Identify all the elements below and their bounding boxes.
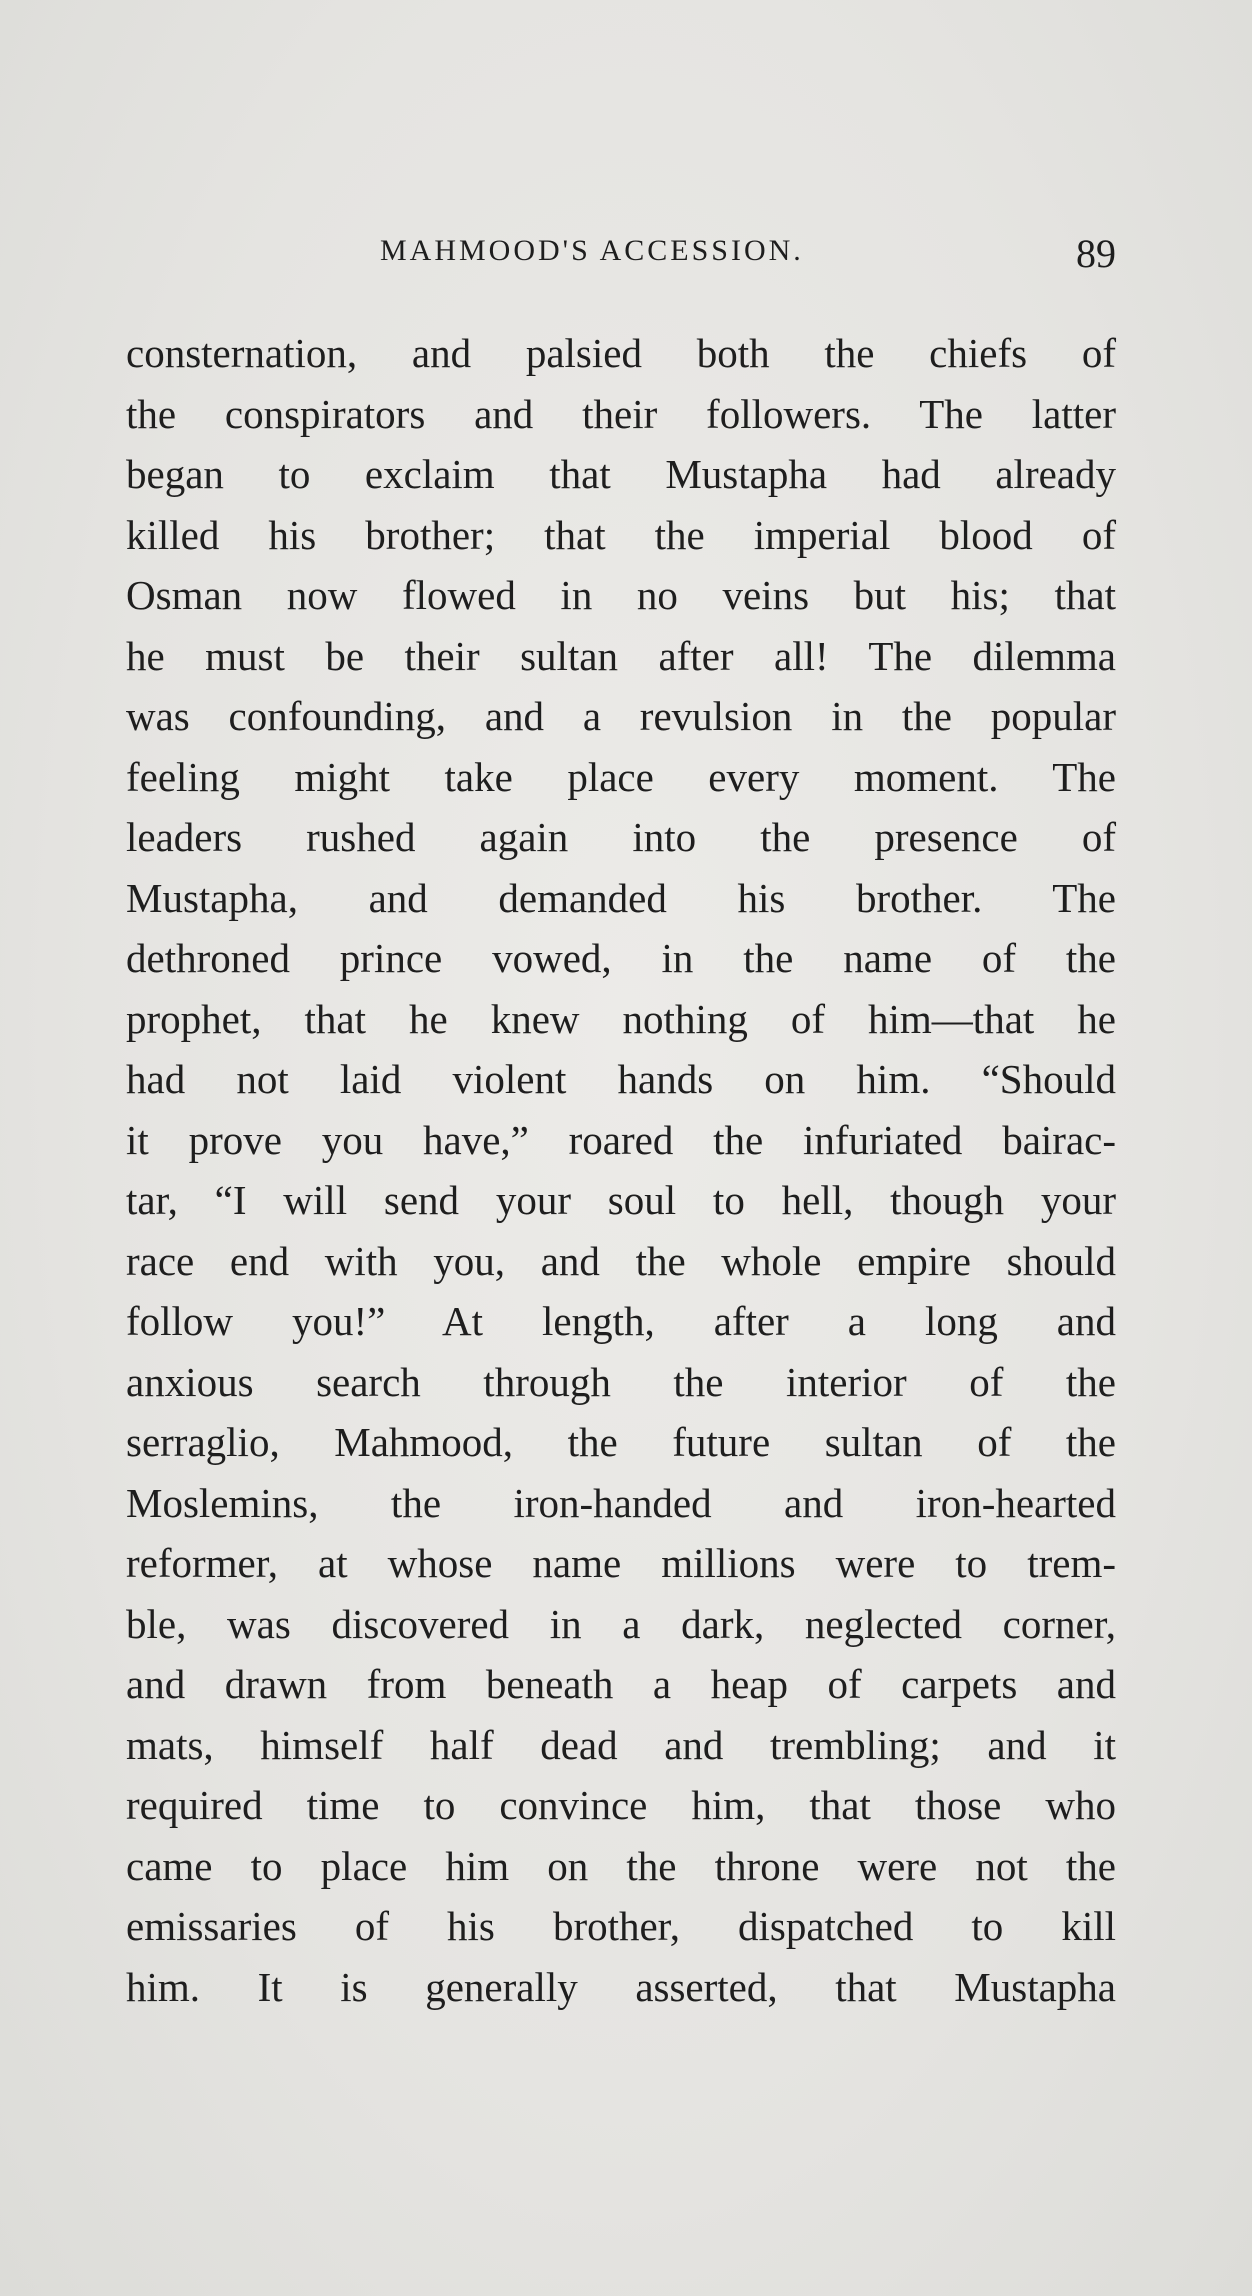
text-line: Mustapha, and demanded his brother. The [126,874,1116,921]
text-line: reformer, at whose name millions were to trem- [126,1540,1116,1586]
text-line: the conspirators and their followers. The latter [126,390,1116,437]
text-line: anxious search through the interior of the [126,1358,1116,1405]
text-line: follow you!” At length, after a long and [126,1298,1116,1344]
text-line: he must be their sultan after all! The dilemma [126,632,1116,679]
page-number: 89 [1076,231,1116,276]
text-line: tar, “I will send your soul to hell, though your [126,1177,1116,1223]
text-line: was confounding, and a revulsion in the popular [126,693,1116,739]
text-line: ble, was discovered in a dark, neglected corner, [126,1600,1116,1647]
text-line: and drawn from beneath a heap of carpets and [126,1661,1116,1707]
text-line: consternation, and palsied both the chiefs of [126,330,1116,376]
running-title: MAHMOOD'S ACCESSION. [380,234,804,267]
running-head [126,230,1116,280]
text-line: him. It is generally asserted, that Mustapha [126,1963,1116,2010]
text-line: killed his brother; that the imperial blood of [126,511,1116,558]
text-line: it prove you have,” roared the infuriated bairac- [126,1116,1116,1163]
text-line: feeling might take place every moment. The [126,753,1116,800]
text-line: prophet, that he knew nothing of him—that he [126,995,1116,1042]
text-line: had not laid violent hands on him. “Should [126,1056,1116,1102]
text-line: mats, himself half dead and trembling; and it [126,1721,1116,1768]
text-line: Moslemins, the iron-handed and iron-hearted [126,1479,1116,1526]
text-line: Osman now flowed in no veins but his; that [126,572,1116,618]
text-line: serraglio, Mahmood, the future sultan of the [126,1419,1116,1465]
text-line: emissaries of his brother, dispatched to kill [126,1903,1116,1949]
text-line: leaders rushed again into the presence of [126,814,1116,860]
body-text [126,323,1116,2017]
text-line: required time to convince him, that those who [126,1782,1116,1828]
text-line: began to exclaim that Mustapha had already [126,451,1116,497]
text-line: dethroned prince vowed, in the name of the [126,935,1116,981]
text-line: race end with you, and the whole empire should [126,1237,1116,1284]
text-line: came to place him on the throne were not the [126,1842,1116,1889]
